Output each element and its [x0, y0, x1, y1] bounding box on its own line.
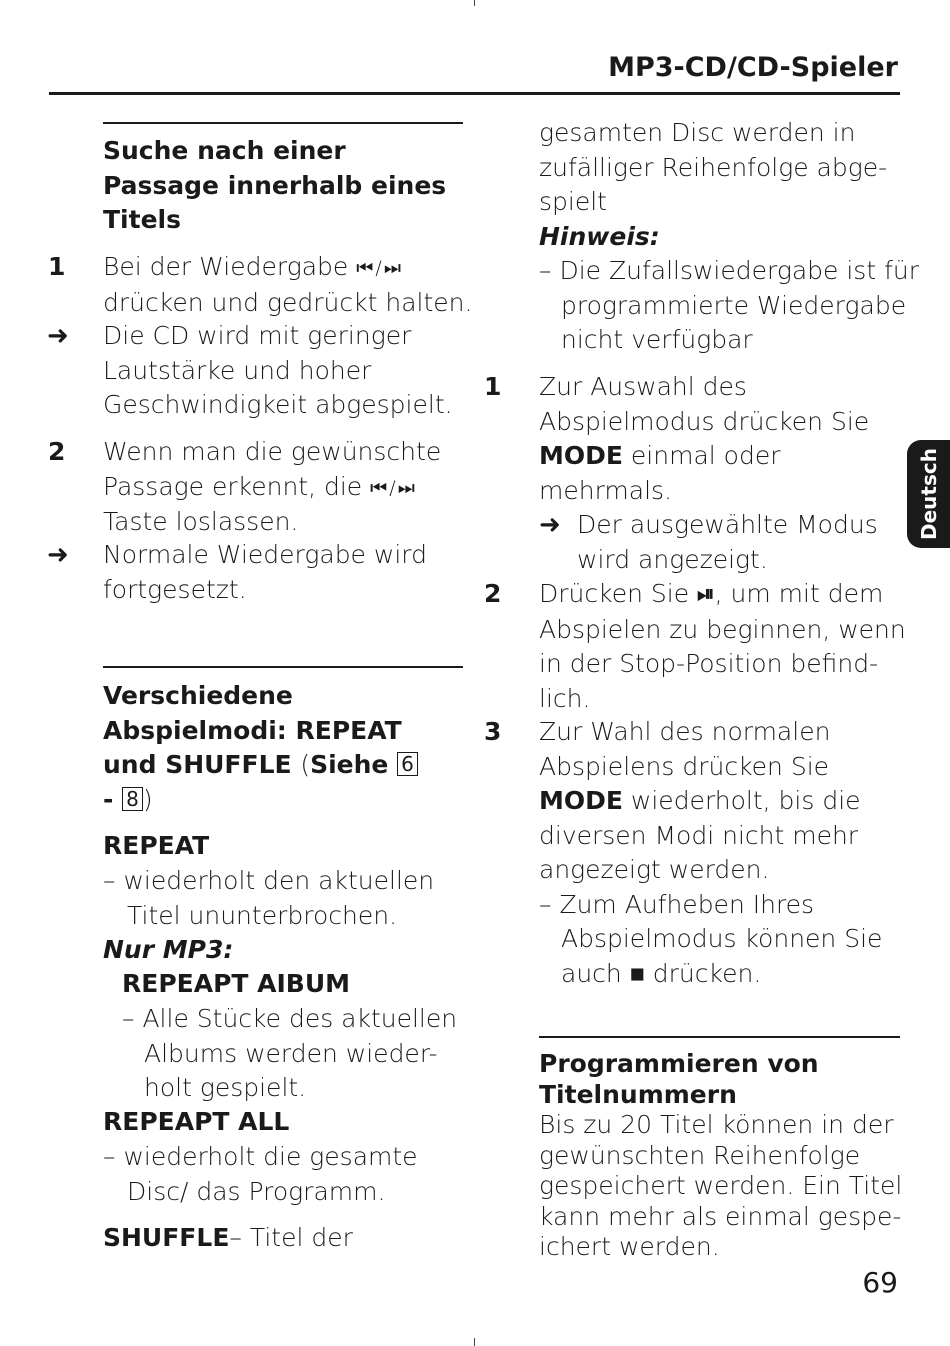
text: diversen Modi nicht mehr: [539, 820, 859, 850]
text: Abspielmodus drücken Sie: [539, 406, 870, 436]
text: lich.: [539, 683, 591, 713]
text: wiederholt, bis die: [622, 786, 861, 815]
mode-step-1: [539, 370, 869, 508]
hint-text: [539, 254, 919, 358]
text: angezeigt werden.: [539, 855, 770, 884]
header-rule: [49, 92, 900, 95]
repeat-heading: REPEAT: [103, 831, 210, 860]
section-rule-modes: [103, 666, 463, 668]
text: und SHUFFLE: [103, 750, 292, 779]
repeat-all-description: [103, 1140, 418, 1209]
section-rule-search: [103, 122, 463, 124]
step-number: 1: [48, 252, 66, 281]
program-title-line: Programmieren von: [539, 1049, 819, 1078]
text: Albums werden wieder-: [144, 1038, 438, 1068]
text: Abspielens drücken Sie: [539, 751, 830, 781]
text: programmierte Wiedergabe: [561, 290, 907, 320]
text: – Titel der: [229, 1223, 353, 1252]
text: Abspielmodus können Sie: [561, 924, 883, 953]
step-number: 3: [484, 717, 502, 746]
text: Disc/ das Programm.: [127, 1176, 386, 1206]
repeat-all-heading: REPEAPT ALL: [103, 1107, 290, 1136]
text: Taste loslassen.: [103, 507, 299, 536]
search-title-line: Suche nach einer: [103, 136, 346, 165]
text: gesamten Disc werden in: [539, 118, 856, 147]
search-title-line: Titels: [103, 205, 181, 234]
repeat-description: [103, 864, 434, 933]
text: – Zum Aufheben Ihres: [539, 889, 815, 919]
text: -: [103, 784, 114, 814]
shuffle-continuation: [539, 116, 887, 220]
program-title: [539, 1048, 819, 1110]
search-step-2: [103, 435, 441, 540]
text: (: [300, 750, 311, 779]
text: Abspielen zu beginnen, wenn: [539, 614, 906, 644]
text: Zur Wahl des normalen: [539, 717, 831, 746]
result-arrow-icon: ➜: [539, 510, 561, 540]
text: Zur Auswahl des: [539, 372, 747, 401]
mode-key-label: MODE: [539, 441, 623, 470]
text: kann mehr als einmal gespe-: [539, 1201, 902, 1231]
text: Titel ununterbrochen.: [127, 900, 398, 930]
search-title: [103, 134, 446, 238]
text: nicht verfügbar: [561, 325, 753, 354]
result-arrow-icon: ➜: [47, 540, 69, 570]
text: Bis zu 20 Titel können in der: [539, 1110, 894, 1139]
figure-ref-box: 8: [122, 787, 143, 811]
text: wird angezeigt.: [577, 544, 768, 574]
search-title-line: Passage innerhalb eines: [103, 170, 447, 200]
text: ): [142, 784, 153, 814]
text: Geschwindigkeit abgespielt.: [103, 390, 453, 419]
section-rule-program: [539, 1036, 900, 1038]
hint-label: Hinweis:: [539, 222, 660, 251]
result-arrow-icon: ➜: [47, 321, 69, 351]
skip-buttons-icon: ⏮ / ⏭: [370, 476, 413, 499]
program-title-line: Titelnummern: [539, 1080, 737, 1109]
text: auch: [561, 958, 622, 988]
text: drücken.: [652, 958, 762, 988]
shuffle-line: [103, 1221, 353, 1256]
mode-step-2: [539, 577, 906, 716]
text: spielt: [539, 187, 607, 216]
text: ichert werden.: [539, 1232, 720, 1261]
program-description: [539, 1110, 902, 1263]
text: Normale Wiedergabe wird: [103, 540, 427, 569]
crop-mark-bottom: [474, 1338, 475, 1346]
mp3-only-label: Nur MP3:: [103, 935, 234, 964]
step-number: 1: [484, 372, 502, 401]
modes-title-line: Abspielmodi: REPEAT: [103, 715, 402, 745]
text: in der Stop-Position befind-: [539, 649, 879, 678]
search-result-2: [103, 538, 427, 607]
text: – Alle Stücke des aktuellen: [122, 1004, 458, 1033]
shuffle-heading: SHUFFLE: [103, 1223, 230, 1252]
text: drücken und gedrückt halten.: [103, 287, 473, 317]
skip-buttons-icon: ⏮ / ⏭: [356, 257, 399, 279]
text: – Die Zufallswiedergabe ist für: [539, 256, 920, 285]
text: Lautstärke und hoher: [103, 355, 372, 385]
page-header-title: MP3-CD/CD-Spieler: [608, 52, 898, 83]
text: holt gespielt.: [144, 1073, 307, 1102]
search-result-1: [103, 319, 453, 423]
repeat-album-heading: REPEAPT AIBUM: [122, 969, 351, 998]
text: – wiederholt die gesamte: [103, 1142, 418, 1171]
language-tab: [907, 440, 950, 548]
text: Siehe: [310, 750, 389, 779]
mode-step-1-result: [577, 508, 878, 577]
mode-step-3: [539, 715, 882, 991]
text: mehrmals.: [539, 475, 673, 505]
text: Der ausgewählte Modus: [577, 510, 878, 539]
modes-title-line: Verschiedene: [103, 681, 293, 710]
page-number: 69: [862, 1266, 898, 1299]
text: – wiederholt den aktuellen: [103, 866, 435, 895]
text: gespeichert werden. Ein Titel: [539, 1171, 903, 1200]
search-step-1: [103, 250, 472, 320]
play-pause-icon: ⏯: [697, 582, 715, 607]
mode-key-label: MODE: [539, 786, 623, 815]
figure-ref-box: 6: [397, 752, 418, 776]
text: gewünschten Reihenfolge: [539, 1140, 861, 1170]
text: Passage erkennt, die: [103, 471, 363, 501]
text: Bei der Wiedergabe: [103, 252, 349, 281]
text: fortgesetzt.: [103, 574, 247, 604]
text: einmal oder: [622, 441, 781, 470]
text: zufälliger Reihenfolge abge-: [539, 152, 888, 182]
stop-icon: ■: [629, 958, 645, 988]
step-number: 2: [484, 579, 502, 608]
text: Die CD wird mit geringer: [103, 321, 412, 350]
modes-title: [103, 679, 418, 817]
language-tab-label: Deutsch: [916, 448, 941, 540]
crop-mark-top: [474, 0, 475, 6]
text: , um mit dem: [714, 579, 884, 608]
repeat-album-description: [122, 1002, 457, 1106]
text: Wenn man die gewünschte: [103, 437, 442, 466]
step-number: 2: [48, 437, 66, 466]
text: Drücken Sie: [539, 579, 690, 608]
